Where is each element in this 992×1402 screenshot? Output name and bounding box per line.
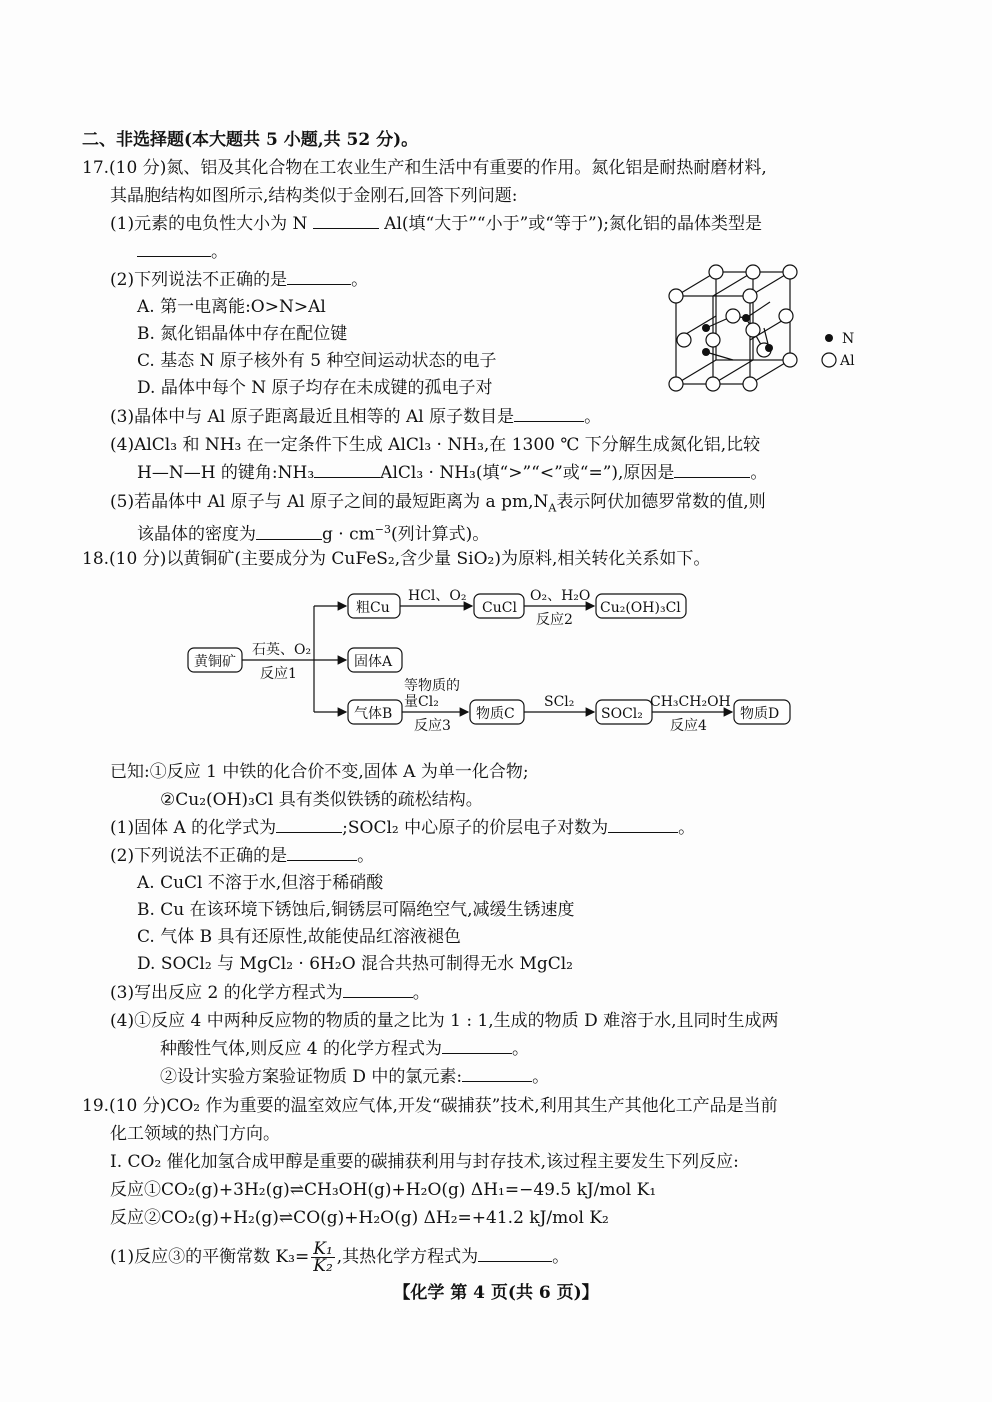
node-solid-a-label: 固体A (354, 654, 393, 670)
q18-option-d: D. SOCl₂ 与 MgCl₂ · 6H₂O 混合共热可制得无水 MgCl₂ (137, 954, 573, 974)
q18-part1-text-a: (1)固体 A 的化学式为 (110, 818, 277, 838)
punct: 。 (412, 983, 430, 1003)
q18-part4-line3 (160, 1065, 549, 1089)
node-gas-b-label: 气体B (354, 706, 393, 722)
r1-reagents: 石英、O₂ (252, 642, 312, 658)
q18-option-a: A. CuCl 不溶于水,但溶于稀硝酸 (137, 873, 384, 893)
q17-part5-unit: g · cm (322, 524, 375, 545)
fraction-denominator: K₂ (313, 1256, 333, 1276)
q17-part3-text: (3)晶体中与 Al 原子距离最近且相等的 Al 原子数目是 (110, 407, 515, 427)
q17-part4-text-b: H—N—H 的键角:NH₃ (137, 463, 315, 483)
q19-reaction-1: 反应①CO₂(g)+3H₂(g)⇌CH₃OH(g)+H₂O(g) ΔH₁=−49.5 kJ/mol K₁ (110, 1180, 657, 1200)
q17-part5-text-d: (列计算式)。 (390, 524, 490, 545)
node-cu2ohcl-label: Cu₂(OH)₃Cl (600, 600, 681, 616)
k3-fraction (311, 1241, 335, 1274)
punct: 。 (750, 463, 768, 483)
scl2-label: SCl₂ (544, 694, 575, 710)
r4-label: 反应4 (670, 718, 707, 734)
q18-answer-blank[interactable] (608, 816, 678, 833)
q18-part1-text-b: ;SOCl₂ 中心原子的价层电子对数为 (342, 818, 609, 838)
q17-answer-blank[interactable] (287, 268, 351, 285)
unit-superscript: −3 (374, 523, 391, 536)
q18-known-1: 已知:①反应 1 中铁的化合价不变,固体 A 为单一化合物; (110, 762, 529, 782)
q18-answer-blank[interactable] (287, 844, 357, 861)
q17-answer-blank[interactable] (514, 405, 584, 422)
q18-answer-blank[interactable] (276, 816, 342, 833)
legend-al-circle (822, 353, 836, 367)
q17-answer-blank[interactable] (674, 461, 750, 478)
q17-part1-text-b: Al(填“大于”“小于”或“等于”);氮化铝的晶体类型是 (384, 214, 763, 234)
hcl-o2-label: HCl、O₂ (408, 588, 467, 604)
q18-part4-text-b: 种酸性气体,则反应 4 的化学方程式为 (160, 1039, 443, 1059)
q17-option-c: C. 基态 N 原子核外有 5 种空间运动状态的电子 (137, 351, 497, 371)
node-subst-d-label: 物质D (740, 706, 780, 722)
q17-part5-text-a2: 表示阿伏加德罗常数的值,则 (556, 492, 766, 512)
q17-part1-cont (137, 240, 228, 264)
page-footer: 【化学 第 4 页(共 6 页)】 (393, 1283, 599, 1303)
r1-label: 反应1 (260, 666, 297, 682)
q18-part4-text-c: ②设计实验方案验证物质 D 中的氯元素: (160, 1067, 463, 1087)
node-subst-c-label: 物质C (476, 706, 515, 722)
q17-part1 (110, 212, 762, 236)
q19-stem-line2: 化工领域的热门方向。 (110, 1124, 280, 1144)
q18-part2-text: (2)下列说法不正确的是 (110, 846, 288, 866)
crystal-cell-figure (664, 260, 864, 398)
q17-part5-text-a: (5)若晶体中 Al 原子与 Al 原子之间的最短距离为 a pm,N (110, 492, 549, 512)
cl2-label: 量Cl₂ (404, 694, 439, 710)
node-socl2-label: SOCl₂ (601, 706, 643, 722)
q18-answer-blank[interactable] (462, 1065, 532, 1082)
equal-moles-label: 等物质的 (404, 678, 460, 694)
legend-n-label: N (842, 331, 855, 347)
r3-label: 反应3 (414, 718, 451, 734)
q18-part1 (110, 816, 695, 840)
q19-reaction-2: 反应②CO₂(g)+H₂(g)⇌CO(g)+H₂O(g) ΔH₂=+41.2 kJ/mol K₂ (110, 1208, 609, 1228)
punct: 。 (512, 1039, 530, 1059)
q19-part1-text-b: ,其热化学方程式为 (336, 1247, 479, 1267)
q18-part3-text: (3)写出反应 2 的化学方程式为 (110, 983, 343, 1003)
q18-option-c: C. 气体 B 具有还原性,故能使品红溶液褪色 (137, 927, 461, 947)
q17-answer-blank[interactable] (313, 212, 379, 229)
node-crude-cu-label: 粗Cu (356, 600, 390, 616)
fraction-numerator: K₁ (313, 1239, 333, 1259)
section-title: 二、非选择题(本大题共 5 小题,共 52 分)。 (82, 130, 419, 150)
q18-part3 (110, 981, 430, 1005)
q18-part4-line1: (4)①反应 4 中两种反应物的物质的量之比为 1 : 1,生成的物质 D 难溶于水,且同时生成两 (110, 1011, 779, 1031)
q17-part2 (110, 268, 368, 292)
q18-option-b: B. Cu 在该环境下锈蚀后,铜锈层可隔绝空气,减缓生锈速度 (137, 900, 575, 920)
q17-answer-blank[interactable] (137, 240, 211, 257)
q18-known-2: ②Cu₂(OH)₃Cl 具有类似铁锈的疏松结构。 (160, 790, 483, 810)
q18-stem: 18.(10 分)以黄铜矿(主要成分为 CuFeS₂,含少量 SiO₂)为原料,相关转化关系如下。 (82, 549, 711, 569)
q17-part4-line2 (137, 461, 767, 485)
q17-part5-text-b: 该晶体的密度为 (137, 524, 256, 545)
punct: 。 (584, 407, 602, 427)
etoh-label: CH₃CH₂OH (650, 694, 731, 710)
q17-part1-text-a: (1)元素的电负性大小为 N (110, 214, 308, 234)
punct: 。 (351, 270, 369, 290)
q17-part5-line1 (110, 490, 766, 520)
q17-stem-line1: 17.(10 分)氮、铝及其化合物在工农业生产和生活中有重要的作用。氮化铝是耐热耐磨材料, (82, 158, 767, 178)
q17-part3 (110, 405, 601, 429)
q19-part1-text-a: (1)反应③的平衡常数 K₃= (110, 1247, 310, 1267)
q19-stem-line1: 19.(10 分)CO₂ 作为重要的温室效应气体,开发“碳捕获”技术,利用其生产其他化工产品是当前 (82, 1096, 778, 1116)
q18-flow-diagram (180, 582, 800, 742)
punct: 。 (552, 1247, 570, 1267)
legend-al-label: Al (840, 353, 855, 369)
legend-n-dot (825, 334, 833, 342)
punct: 。 (357, 846, 375, 866)
q17-part2-text: (2)下列说法不正确的是 (110, 270, 288, 290)
q17-part4-text-c: AlCl₃ · NH₃(填“>”“<”或“=”),原因是 (380, 463, 675, 483)
q19-section-1: I. CO₂ 催化加氢合成甲醇是重要的碳捕获利用与封存技术,该过程主要发生下列反应: (110, 1152, 739, 1172)
o2-h2o-label: O₂、H₂O (530, 588, 591, 604)
punct: 。 (532, 1067, 550, 1087)
node-cucl-label: CuCl (482, 600, 517, 616)
q17-option-d: D. 晶体中每个 N 原子均存在未成键的孤电子对 (137, 378, 493, 398)
q17-option-b: B. 氮化铝晶体中存在配位键 (137, 324, 348, 344)
q17-option-a: A. 第一电离能:O>N>Al (137, 297, 326, 317)
r2-label: 反应2 (536, 612, 573, 628)
q19-answer-blank[interactable] (478, 1245, 552, 1262)
q17-stem-line2: 其晶胞结构如图所示,结构类似于金刚石,回答下列问题: (110, 186, 518, 206)
q18-answer-blank[interactable] (343, 981, 413, 998)
q18-answer-blank[interactable] (442, 1037, 512, 1054)
na-subscript: A (548, 501, 557, 515)
q18-part2 (110, 844, 374, 868)
q17-part5-line2 (137, 518, 489, 547)
punct: 。 (211, 242, 228, 262)
node-start-label: 黄铜矿 (194, 654, 236, 670)
q17-part4-line1: (4)AlCl₃ 和 NH₃ 在一定条件下生成 AlCl₃ · NH₃,在 1300 ℃ 下分解生成氮化铝,比较 (110, 435, 761, 455)
q17-answer-blank[interactable] (256, 523, 322, 540)
q19-part1 (110, 1240, 569, 1274)
q17-answer-blank[interactable] (314, 461, 380, 478)
q18-part4-line2 (160, 1037, 529, 1061)
punct: 。 (678, 818, 696, 838)
